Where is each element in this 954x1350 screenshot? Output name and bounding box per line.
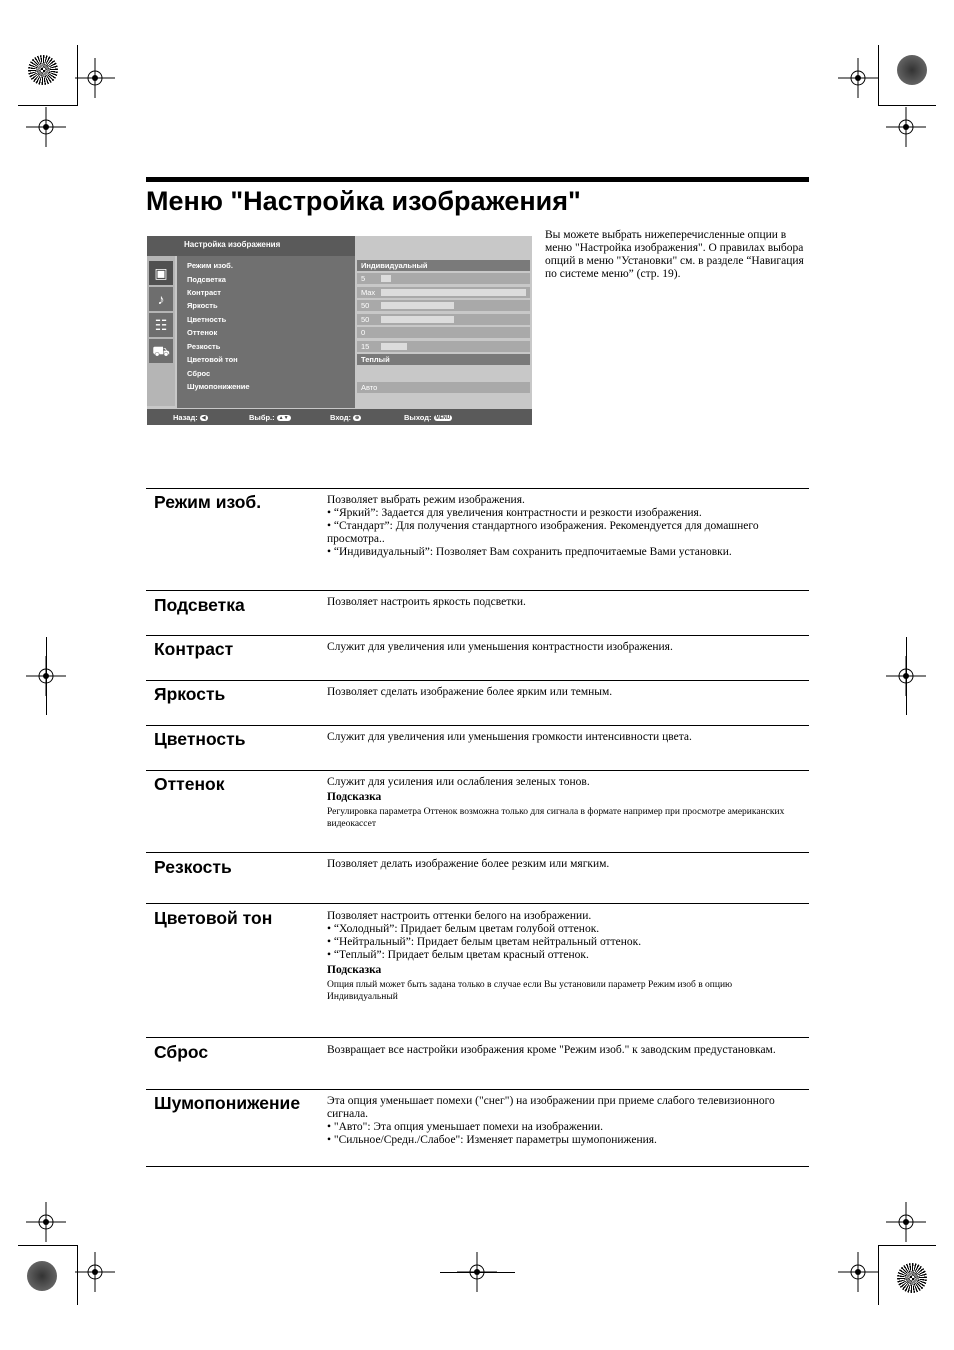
enter-key-icon: ⊕ [355,415,360,421]
crop-line [18,105,78,106]
hint-heading: Подсказка [327,791,382,803]
row-divider [146,488,809,489]
osd-value-row [357,341,530,352]
music-note-icon: ♪ [149,287,173,311]
settings-list-icon: ☷ [149,313,173,337]
row-description [327,596,797,609]
osd-item-color-temp: Цветовой тон [187,355,238,364]
menu-key-icon: MENU [435,415,451,421]
registration-mark-icon [26,1202,66,1242]
color-bar-icon [897,55,927,85]
osd-value-row [357,382,530,393]
desc-line: • "Авто": Эта опция уменьшает помехи на изображении. [327,1121,604,1133]
row-divider [146,852,809,853]
row-divider [146,770,809,771]
row-description [327,494,797,559]
osd-footer-enter: Вход: ⊕ [330,413,360,422]
row-description [327,641,797,654]
crop-line [77,1245,78,1305]
row-divider [146,903,809,904]
osd-value: Индивидуальный [361,261,428,270]
row-description [327,686,797,699]
registration-mark-icon [75,1252,115,1292]
intro-text: Вы можете выбрать нижеперечисленные опции в меню "Настройка изображения". О правилах выбора опций в меню "Установки" см. в разделе “Навигация по системе меню” (стр. 19). [545,229,804,280]
osd-item-brightness: Яркость [187,301,218,310]
osd-value: 50 [361,315,370,324]
osd-item-hue: Оттенок [187,328,218,337]
row-label: Цветность [154,729,246,749]
desc-line: Позволяет настроить яркость подсветки. [327,596,526,608]
row-label: Оттенок [154,774,225,794]
row-label: Сброс [154,1042,209,1062]
desc-line: • “Нейтральный”: Придает белым цветам нейтральный оттенок. [327,936,642,948]
row-description [327,910,797,1003]
desc-line: Возвращает все настройки изображения кроме "Режим изоб." к заводским предустановкам. [327,1044,776,1056]
crop-line [18,1245,78,1246]
osd-header [147,236,355,256]
row-description [327,776,797,830]
row-description [327,731,797,744]
row-description [327,1095,797,1147]
crop-line [906,637,907,715]
osd-item-sharpness: Резкость [187,342,221,351]
crop-line [878,1245,936,1246]
row-divider [146,680,809,681]
osd-item-noise-reduction: Шумопонижение [187,382,250,391]
desc-line: Эта опция уменьшает помехи ("снег") на изображении при приеме слабого телевизионного сигнала. [327,1095,775,1120]
osd-item-reset: Сброс [187,369,211,378]
page-title: Меню "Настройка изображения" [146,186,581,216]
osd-value: Теплый [361,355,390,364]
osd-value-row [357,287,530,298]
row-divider [146,725,809,726]
desc-line: Позволяет настроить оттенки белого на изображении. [327,910,592,922]
desc-line: Позволяет сделать изображение более ярким или темным. [327,686,613,698]
row-divider [146,590,809,591]
row-divider [146,1089,809,1090]
color-bar-icon [28,55,58,85]
osd-value-row [357,314,530,325]
osd-level-bar [381,302,454,309]
osd-footer-back: Назад: ◀ [173,413,206,422]
hint-text: Опция плый может быть задана только в случае если Вы установили параметр Режим изоб в опцию Индивидуальный [327,980,733,1002]
registration-mark-icon [75,58,115,98]
osd-value: Авто [361,383,378,392]
osd-icon-column [147,256,175,406]
registration-mark-icon [838,1252,878,1292]
osd-footer [147,409,532,425]
osd-item-backlight: Подсветка [187,275,226,284]
hint-heading: Подсказка [327,964,382,976]
osd-item-contrast: Контраст [187,288,221,297]
desc-line: Служит для усиления или ослабления зеленых тонов. [327,776,590,788]
row-label: Шумопонижение [154,1093,301,1113]
row-description [327,858,797,871]
row-divider [146,1037,809,1038]
crop-line [878,1245,879,1305]
row-label: Резкость [154,857,232,877]
osd-value: 5 [361,274,366,283]
crop-line [878,105,936,106]
desc-line: • “Теплый”: Придает белым цветам красный оттенок. [327,949,589,961]
picture-icon: ▣ [149,261,173,285]
back-arrow-icon: ◀ [201,415,206,421]
row-label: Контраст [154,639,234,659]
desc-line: • “Яркий”: Задается для увеличения контрастности и резкости изображения. [327,507,702,519]
row-description [327,1044,797,1057]
osd-level-bar [381,275,391,282]
registration-mark-icon [886,1202,926,1242]
registration-mark-icon [838,58,878,98]
registration-mark-icon [26,107,66,147]
osd-item-mode: Режим изоб. [187,261,233,270]
osd-value: 50 [361,301,370,310]
osd-value-row [357,273,530,284]
osd-value-row [357,327,530,338]
crop-line [878,45,879,105]
crop-line [440,1272,515,1273]
desc-line: Позволяет делать изображение более резким или мягким. [327,858,610,870]
row-label: Яркость [154,684,226,704]
toolbox-icon: ⛟ [149,339,173,363]
hint-text: Регулировка параметра Оттенок возможна только для сигнала в формате например при просмотре американских видеокассет [327,807,785,829]
osd-level-bar [381,316,454,323]
registration-mark-icon [886,107,926,147]
row-label: Режим изоб. [154,492,262,512]
osd-level-bar [381,289,526,296]
osd-item-color: Цветность [187,315,227,324]
osd-value: 15 [361,342,370,351]
osd-value-row [357,300,530,311]
desc-line: • “Холодный”: Придает белым цветам голубой оттенок. [327,923,600,935]
crop-line [46,637,47,715]
osd-item-list [177,256,355,408]
up-down-arrows-icon: ▲▼ [278,415,289,421]
osd-level-bar [381,343,407,350]
desc-line: • “Стандарт”: Для получения стандартного изображения. Рекомендуется для домашнего просмотра.. [327,520,759,545]
row-label: Подсветка [154,595,245,615]
osd-value: Max [361,288,376,297]
osd-value-row [357,260,530,271]
row-label: Цветовой тон [154,908,273,928]
color-bar-icon [27,1261,57,1291]
desc-line: • “Индивидуальный”: Позволяет Вам сохранить предпочитаемые Вами установки. [327,546,732,558]
desc-line: Служит для увеличения или уменьшения контрастности изображения. [327,641,673,653]
osd-footer-exit: Выход: MENU [404,413,451,422]
row-divider [146,635,809,636]
osd-value: 0 [361,328,366,337]
osd-title: Настройка изображения [184,240,281,249]
desc-line: Позволяет выбрать режим изображения. [327,494,525,506]
desc-line: • "Сильное/Средн./Слабое": Изменяет параметры шумопонижения. [327,1134,657,1146]
row-divider [146,1166,809,1167]
osd-value-row [357,354,530,365]
color-bar-icon [897,1263,927,1293]
desc-line: Служит для увеличения или уменьшения громкости интенсивности цвета. [327,731,692,743]
title-rule [146,177,809,182]
crop-line [77,45,78,105]
osd-menu-screenshot [147,236,532,425]
osd-footer-select: Выбр.: ▲▼ [249,413,289,422]
